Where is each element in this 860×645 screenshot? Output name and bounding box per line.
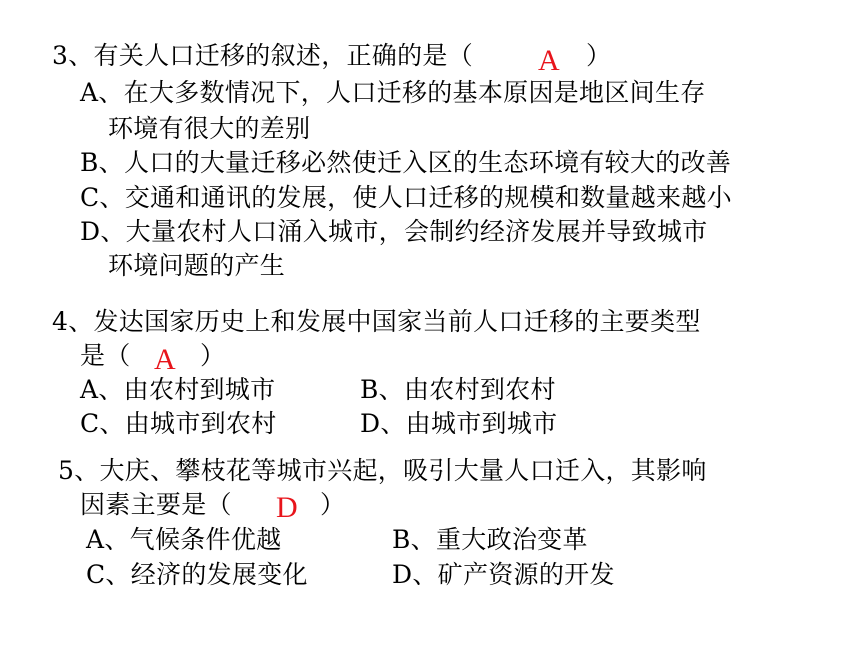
q3-stem-close: ） <box>586 41 612 70</box>
q3-stem <box>52 40 473 72</box>
q5-option-b: B、重大政治变革 <box>392 525 588 554</box>
q3-option-a-line1: A、在大多数情况下，人口迁移的基本原因是地区间生存 <box>80 78 706 107</box>
q3-stem-text: 3、有关人口迁移的叙述，正确的是（ <box>52 41 474 70</box>
q5-stem-line2: 因素主要是（ <box>80 490 232 519</box>
q5-option-c: C、经济的发展变化 <box>86 560 308 589</box>
q3-option-a-line2: 环境有很大的差别 <box>108 114 311 143</box>
q3-option-b: B、人口的大量迁移必然使迁入区的生态环境有较大的改善 <box>80 148 732 177</box>
q4-option-b: B、由农村到农村 <box>360 375 556 404</box>
q5-option-a: A、气候条件优越 <box>86 525 282 554</box>
q5-option-d: D、矿产资源的开发 <box>392 560 615 589</box>
q5-stem-close: ） <box>320 490 346 519</box>
q3-answer: A <box>538 44 560 77</box>
q5-answer: D <box>276 491 298 524</box>
q3-option-d-line1: D、大量农村人口涌入城市，会制约经济发展并导致城市 <box>80 217 708 246</box>
q4-stem-close: ） <box>200 341 226 370</box>
q4-stem-line2: 是（ <box>80 341 131 370</box>
q4-option-a: A、由农村到城市 <box>80 375 276 404</box>
q4-answer: A <box>154 343 176 376</box>
q4-option-c: C、由城市到农村 <box>80 409 277 438</box>
q4-option-d: D、由城市到城市 <box>360 409 558 438</box>
q5-stem-line1: 5、大庆、攀枝花等城市兴起，吸引大量人口迁入，其影响 <box>58 456 707 485</box>
q3-option-d-line2: 环境问题的产生 <box>108 251 286 280</box>
q3-option-c: C、交通和通讯的发展，使人口迁移的规模和数量越来越小 <box>80 183 732 212</box>
q4-stem-line1: 4、发达国家历史上和发展中国家当前人口迁移的主要类型 <box>52 307 701 336</box>
